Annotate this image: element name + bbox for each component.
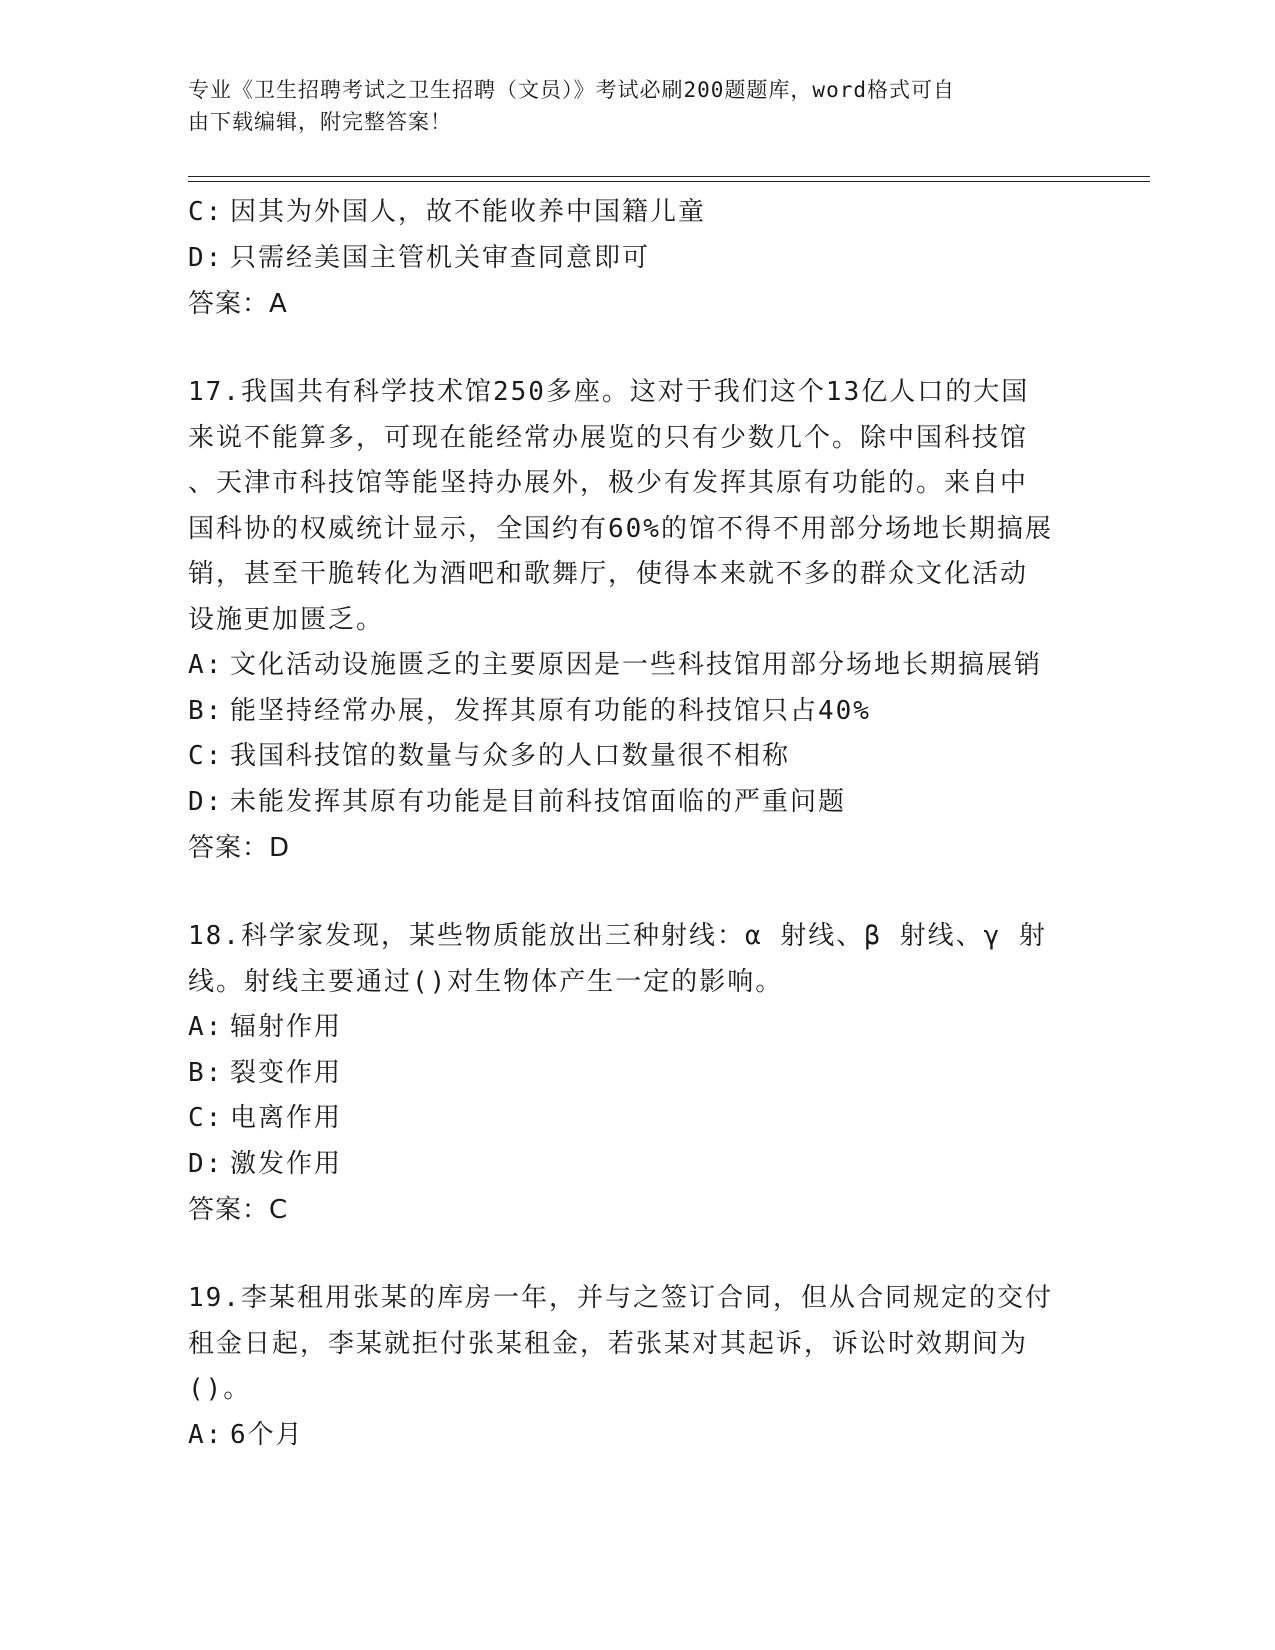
- header-line-1: 专业《卫生招聘考试之卫生招聘（文员）》考试必刷200题题库，word格式可自: [188, 78, 955, 102]
- answer-17: 答案：D: [188, 833, 291, 863]
- option-a: [188, 1413, 1088, 1459]
- question-content: [188, 190, 1088, 1458]
- option-text: 裂变作用: [230, 1057, 343, 1088]
- option-b: [188, 689, 1088, 735]
- option-d: [188, 236, 1088, 282]
- option-c: [188, 1096, 1088, 1142]
- answer-16: 答案：A: [188, 289, 288, 319]
- option-label: A:: [188, 1419, 224, 1450]
- option-label: D:: [188, 242, 224, 273]
- option-c: [188, 190, 1088, 236]
- question-text-line: 19.李某租用张某的库房一年，并与之签订合同，但从合同规定的交付: [188, 1283, 1053, 1313]
- question-text-line: 租金日起，李某就拒付张某租金，若张某对其起诉，诉讼时效期间为: [188, 1328, 1029, 1359]
- option-text: 6个月: [230, 1419, 304, 1450]
- option-c: [188, 734, 1088, 780]
- option-label: C:: [188, 1103, 224, 1133]
- question-text-line: 、天津市科技馆等能坚持办展外，极少有发挥其原有功能的。来自中: [188, 468, 1029, 498]
- option-text: 因其为外国人，故不能收养中国籍儿童: [230, 197, 707, 227]
- option-text: 激发作用: [230, 1148, 343, 1179]
- option-d: [188, 1142, 1088, 1188]
- option-text: 只需经美国主管机关审查同意即可: [230, 242, 651, 273]
- option-a: [188, 643, 1088, 689]
- option-label: D:: [188, 786, 224, 817]
- question-text-line: ()。: [188, 1374, 252, 1404]
- question-text-line: 销，甚至干脆转化为酒吧和歌舞厅，使得本来就不多的群众文化活动: [188, 559, 1029, 589]
- question-text-line: 线。射线主要通过()对生物体产生一定的影响。: [188, 966, 784, 997]
- option-text: 辐射作用: [230, 1012, 343, 1042]
- option-text: 我国科技馆的数量与众多的人口数量很不相称: [230, 741, 791, 771]
- option-label: B:: [188, 695, 224, 726]
- question-18: [188, 914, 1088, 1187]
- option-text: 未能发挥其原有功能是目前科技馆面临的严重问题: [230, 786, 847, 817]
- question-17: [188, 370, 1088, 825]
- question-text-line: 国科协的权威统计显示，全国约有60%的馆不得不用部分场地长期搞展: [188, 513, 1053, 544]
- spacer: [188, 871, 1088, 914]
- option-a: [188, 1005, 1088, 1051]
- option-d: [188, 780, 1088, 826]
- option-label: B:: [188, 1057, 224, 1088]
- option-label: D:: [188, 1148, 224, 1179]
- option-label: C:: [188, 197, 224, 227]
- spacer: [188, 1233, 1088, 1276]
- answer-18: 答案：C: [188, 1195, 289, 1225]
- question-16-options: [188, 190, 1088, 281]
- option-label: A:: [188, 1012, 224, 1042]
- option-label: A:: [188, 650, 224, 680]
- question-text-line: 来说不能算多，可现在能经常办展览的只有少数几个。除中国科技馆: [188, 422, 1029, 453]
- spacer: [188, 327, 1088, 370]
- question-text-line: 17.我国共有科学技术馆250多座。这对于我们这个13亿人口的大国: [188, 377, 1030, 407]
- option-text: 能坚持经常办展，发挥其原有功能的科技馆只占40%: [230, 695, 871, 726]
- header-line-2: 由下载编辑，附完整答案！: [188, 110, 452, 134]
- question-19: [188, 1276, 1088, 1458]
- header-divider-top: [188, 176, 1150, 177]
- option-b: [188, 1051, 1088, 1097]
- option-label: C:: [188, 741, 224, 771]
- option-text: 电离作用: [230, 1103, 343, 1133]
- document-header: [188, 74, 1068, 138]
- question-text-line: 18.科学家发现，某些物质能放出三种射线：α 射线、β 射线、γ 射: [188, 921, 1047, 951]
- option-text: 文化活动设施匮乏的主要原因是一些科技馆用部分场地长期搞展销: [230, 650, 1043, 680]
- question-text-line: 设施更加匮乏。: [188, 604, 385, 635]
- header-divider-bottom: [188, 181, 1150, 182]
